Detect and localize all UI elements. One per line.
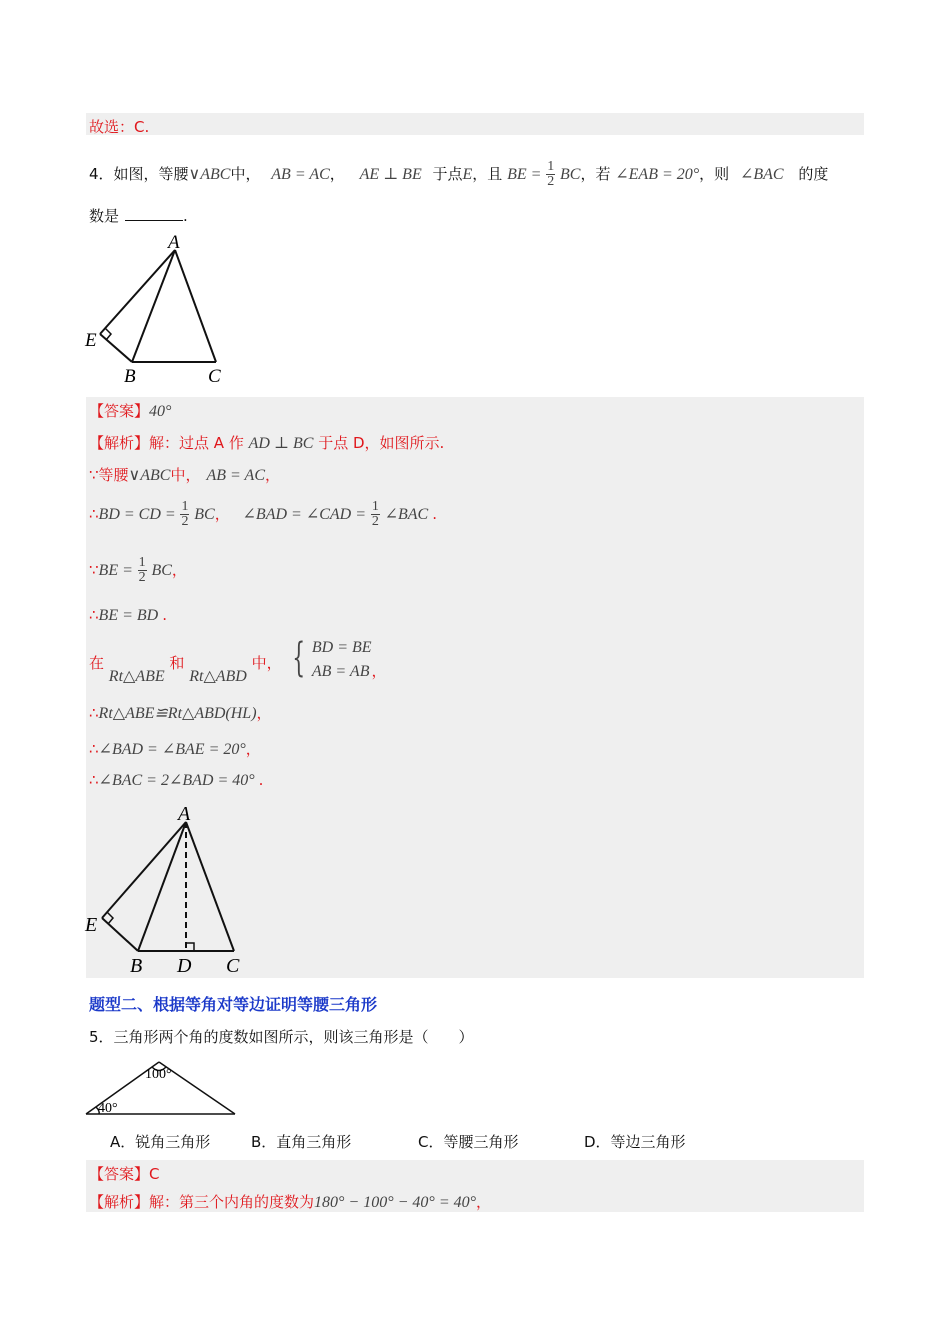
sol4-l7-congruent: Rt△ABE≌Rt△ABD(HL) — [98, 705, 257, 722]
q4-cond-ab-ac: AB = AC — [271, 166, 330, 183]
sol4-math1: AD ⊥ BC — [248, 435, 314, 452]
sol4-l6-zai: 在 — [89, 654, 105, 672]
q4-stem-line2 — [89, 205, 188, 226]
sol4-l3-frac2 — [371, 500, 380, 529]
sol4-l3-g: . — [432, 505, 437, 523]
q4-ze: ，则 — [699, 165, 730, 183]
sol4-l3-frac1-den: 2 — [181, 514, 189, 529]
sol4-l2-tri: ∨ABC — [128, 467, 171, 484]
q5-option-b[interactable]: B．直角三角形 — [251, 1133, 352, 1151]
q4-triangle: ∨ABC — [188, 166, 231, 183]
sol4-l3-frac1 — [180, 500, 189, 529]
q4-bc: BC — [560, 166, 581, 183]
sol4-l3-d: ， — [214, 505, 230, 523]
sol4-l6-eq2: AB = AB — [311, 663, 370, 680]
sol5-answer-value: C — [149, 1165, 160, 1183]
sol5-analysis-label: 【解析】 — [89, 1193, 150, 1211]
sol4-l4-a: ∵ — [89, 561, 99, 579]
sol4-line2 — [89, 464, 280, 485]
sol4-l9-eq: ∠BAC = 2∠BAD = 40° — [98, 772, 255, 789]
fig2-label-d: D — [177, 955, 192, 977]
sol4-l4-frac-num: 1 — [138, 555, 146, 570]
sol4-l3-frac1-num: 1 — [181, 499, 189, 514]
sol4-l6-end: ， — [371, 662, 387, 680]
q4-be-eq: BE = — [507, 166, 542, 183]
fig1-label-e: E — [85, 330, 97, 351]
sol4-l7-a: ∴ — [89, 704, 99, 722]
q4-angle-ask: ∠BAC — [739, 166, 784, 183]
fig1-label-b: B — [124, 366, 136, 387]
sol4-analysis-label: 【解析】 — [89, 434, 150, 452]
sol5-analysis-text: 解：第三个内角的度数为 — [149, 1193, 315, 1211]
sol4-answer-label: 【答案】 — [89, 402, 150, 420]
sol4-figure — [80, 800, 260, 978]
q5-figure — [82, 1052, 242, 1118]
sol4-line5 — [89, 606, 167, 625]
sol4-line1 — [89, 432, 444, 453]
sol4-l3-frac2-num: 1 — [371, 499, 379, 514]
q5-option-c[interactable]: C．等腰三角形 — [418, 1133, 519, 1151]
sol4-l5-c: . — [162, 606, 167, 624]
sol4-l3-bc: BC — [194, 506, 215, 523]
q5-option-d[interactable]: D．等边三角形 — [584, 1133, 686, 1151]
sol4-l7-c: ， — [256, 704, 272, 722]
fig2-line-ab — [138, 822, 186, 951]
fig2-line-ac — [186, 822, 234, 951]
sol4-l5-eq: BE = BD — [98, 607, 159, 624]
sol4-l6-system — [312, 636, 372, 684]
sol4-l2-c: 中， — [170, 466, 201, 484]
sol4-line8 — [89, 738, 261, 759]
q4-dedu: 的度 — [798, 165, 829, 183]
q4-figure — [80, 228, 240, 388]
fig2-line-ae — [102, 822, 186, 918]
q4-half-num: 1 — [547, 159, 555, 174]
sol4-line3 — [89, 500, 437, 529]
q4-number: 4．如图，等腰 — [89, 165, 189, 183]
q4-zhong: 中， — [230, 165, 261, 183]
fig2-label-a: A — [178, 803, 191, 825]
sol4-l3-eq: BD = CD = — [98, 506, 176, 523]
fig1-label-c: C — [208, 366, 221, 387]
sol4-l6-tri2: Rt△ABD — [189, 668, 247, 685]
q4-half-fraction — [546, 160, 555, 189]
fig2-label-b: B — [130, 955, 143, 977]
q4-angle-given: ∠EAB = 20° — [615, 166, 700, 183]
q4-half-den: 2 — [547, 174, 555, 189]
sol5-analysis — [89, 1191, 491, 1212]
sol4-text2: 于点 D，如图所示. — [313, 434, 445, 452]
sol4-l4-frac — [138, 556, 147, 585]
sol4-line9 — [89, 770, 263, 790]
fig1-line-ab — [132, 250, 175, 362]
sol4-l6-eq1: BD = BE — [311, 639, 372, 656]
sol4-l6-brace: { — [292, 635, 306, 681]
sol4-l3-angle-eq: ∠BAD = ∠CAD = — [242, 506, 367, 523]
q3-conclusion: 故选：C. — [89, 118, 150, 136]
q4-point-e: E — [462, 166, 473, 183]
sol5-analysis-end: ， — [476, 1193, 492, 1211]
fig2-label-c: C — [226, 955, 240, 977]
fig1-line-ac — [175, 250, 216, 362]
q4-qie: ，且 — [472, 165, 503, 183]
fig1-line-eb — [100, 334, 132, 362]
sol5-answer-label: 【答案】 — [89, 1165, 150, 1183]
sol5-analysis-math: 180° − 100° − 40° = 40° — [314, 1194, 477, 1211]
q4-sep: ， — [329, 165, 345, 183]
q4-stem — [89, 160, 828, 189]
sol4-l2-eq: AB = AC — [206, 467, 265, 484]
fig3-angle-top: 100° — [145, 1067, 172, 1082]
sol4-line7 — [89, 702, 272, 723]
sol5-answer — [89, 1163, 160, 1184]
q5-stem: 5．三角形两个角的度数如图所示，则该三角形是（ ） — [89, 1028, 474, 1046]
fig1-label-a: A — [168, 232, 180, 253]
sol4-l8-c: ， — [245, 740, 261, 758]
sol4-text1: 解：过点 A 作 — [149, 434, 249, 452]
q5-option-a[interactable]: A．锐角三角形 — [110, 1133, 211, 1151]
section-heading: 题型二、根据等角对等边证明等腰三角形 — [89, 995, 378, 1014]
q4-yudian: 于点 — [432, 165, 463, 183]
sol4-l3-frac2-den: 2 — [371, 514, 379, 529]
sol4-l8-eq: ∠BAD = ∠BAE = 20° — [98, 741, 246, 758]
sol4-l2-a: ∵等腰 — [89, 466, 129, 484]
sol4-line4 — [89, 556, 187, 585]
sol4-l4-eq: BE = — [98, 562, 133, 579]
q3-answer-bg — [86, 113, 864, 135]
sol4-l9-a: ∴ — [89, 771, 99, 789]
fig2-label-e: E — [85, 914, 98, 936]
sol4-l6-he: 和 — [169, 654, 185, 672]
sol4-l9-c: . — [258, 771, 264, 789]
sol4-l4-d: ， — [171, 561, 187, 579]
sol4-l6-tri1: Rt△ABE — [108, 668, 165, 685]
sol4-l4-frac-den: 2 — [138, 570, 146, 585]
fig1-line-ae — [100, 250, 175, 334]
sol4-l3-a: ∴ — [89, 505, 99, 523]
fig3-angle-left: 40° — [98, 1101, 118, 1116]
sol4-l8-a: ∴ — [89, 740, 99, 758]
q4-ruo: ，若 — [580, 165, 611, 183]
fig2-line-eb — [102, 918, 138, 951]
sol4-l4-bc: BC — [151, 562, 172, 579]
sol4-l2-e: ， — [265, 466, 281, 484]
sol4-l6-zhong: 中， — [251, 654, 282, 672]
q4-shushi: 数是 — [89, 207, 120, 225]
fig2-right-angle-d — [186, 943, 194, 951]
sol4-answer — [89, 400, 171, 421]
sol4-answer-value: 40° — [149, 403, 172, 420]
q4-answer-blank[interactable] — [125, 220, 183, 221]
q4-period: . — [183, 207, 188, 225]
sol4-l3-bac: ∠BAC — [384, 506, 429, 523]
sol4-line6 — [89, 636, 387, 686]
q4-cond-perp: AE ⊥ BE — [359, 166, 422, 183]
sol4-l5-a: ∴ — [89, 606, 99, 624]
